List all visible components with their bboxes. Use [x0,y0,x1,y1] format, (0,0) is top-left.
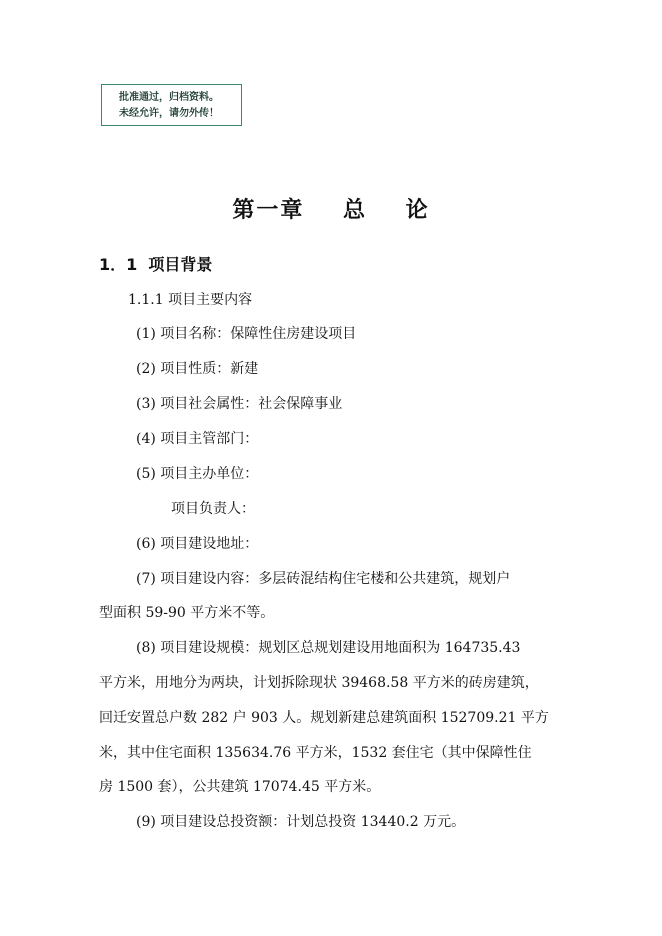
stamp-line-1: 批准通过，归档资料。 [119,92,219,103]
chapter-title: 第一章 总 论 [232,198,430,223]
section-title: 1．1 项目背景 [99,255,213,274]
item-content-line-2: 型面积 59-90 平方米不等。 [99,605,275,621]
item-scale-line-5: 房 1500 套），公共建筑 17074.45 平方米。 [99,779,381,795]
approval-stamp [101,84,242,126]
item-responsible-person: 项目负责人： [171,501,255,517]
item-scale-line-1: (8) 项目建设规模：规划区总规划建设用地面积为 164735.43 [136,640,521,656]
item-project-name: (1) 项目名称：保障性住房建设项目 [136,326,357,342]
item-scale-line-3: 回迁安置总户数 282 户 903 人。规划新建总建筑面积 152709.21 平方 [99,710,549,726]
item-social-attribute: (3) 项目社会属性：社会保障事业 [136,396,343,412]
stamp-line-2: 未经允许，请勿外传！ [119,108,219,119]
item-department: (4) 项目主管部门： [136,431,259,447]
item-project-nature: (2) 项目性质：新建 [136,361,259,377]
item-scale-line-4: 米，其中住宅面积 135634.76 平方米，1532 套住宅（其中保障性住 [99,745,532,761]
item-organizer: (5) 项目主办单位： [136,466,259,482]
item-investment: (9) 项目建设总投资额：计划总投资 13440.2 万元。 [136,814,466,830]
item-content-line-1: (7) 项目建设内容：多层砖混结构住宅楼和公共建筑，规划户 [136,571,511,587]
subsection-title: 1.1.1 项目主要内容 [128,292,253,308]
item-location: (6) 项目建设地址： [136,536,259,552]
item-scale-line-2: 平方米，用地分为两块，计划拆除现状 39468.58 平方米的砖房建筑， [99,675,539,691]
